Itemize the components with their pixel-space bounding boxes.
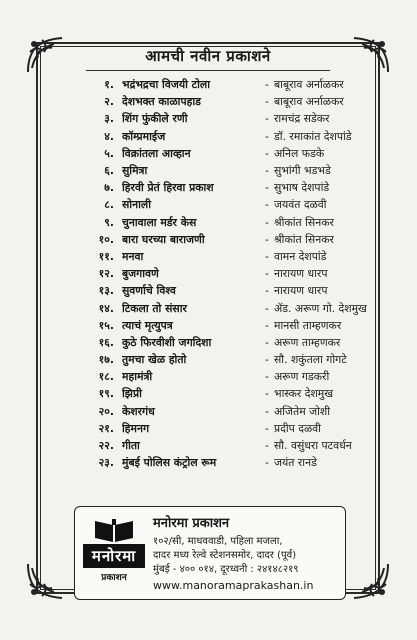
book-row — [70, 179, 370, 196]
book-title: हिमनग — [122, 421, 150, 435]
corner-ornament-icon — [22, 558, 68, 604]
separator-dash: - — [265, 95, 269, 109]
book-number: ९. — [104, 215, 114, 229]
book-row — [70, 282, 370, 299]
book-author: नारायण धारप — [274, 267, 328, 281]
book-row — [70, 110, 370, 127]
book-number: १. — [104, 78, 114, 92]
publisher-address-line: मुंबई - ४०० ०१४, दूरध्वनी : २४१४८२१९ — [153, 564, 299, 575]
page-frame — [22, 32, 394, 604]
book-title: महामंत्री — [122, 370, 153, 384]
book-row — [70, 145, 370, 162]
separator-dash: - — [265, 335, 269, 349]
book-author: ॲड. अरूण गो. देशमुख — [274, 301, 367, 315]
book-row — [70, 76, 370, 93]
book-author: अजितेम जोशी — [274, 404, 331, 418]
book-number: १०. — [98, 232, 114, 246]
book-number: १३. — [98, 284, 114, 298]
book-row — [70, 128, 370, 145]
book-author: अनिल फडके — [274, 146, 325, 160]
book-title: झिप्री — [122, 387, 142, 401]
separator-dash: - — [265, 181, 269, 195]
book-author: वामन देशपांडे — [274, 249, 327, 263]
book-number: १५. — [98, 318, 114, 332]
page-title: आमची नवीन प्रकाशने — [145, 47, 271, 65]
book-number: ४. — [104, 129, 114, 143]
book-title: केशरगंध — [122, 404, 155, 418]
book-title: देशभक्त काळापहाड — [122, 95, 201, 109]
separator-dash: - — [265, 318, 269, 332]
book-number: १९. — [98, 387, 114, 401]
book-author: अरूण गडकरी — [274, 370, 330, 384]
book-row — [70, 317, 370, 334]
book-number: ५. — [104, 146, 114, 160]
separator-dash: - — [265, 129, 269, 143]
book-number: १७. — [98, 353, 114, 367]
separator-dash: - — [265, 301, 269, 315]
separator-dash: - — [265, 78, 269, 92]
book-row — [70, 351, 370, 368]
book-author: सुभांगी भडभडे — [274, 164, 331, 178]
book-number: ३. — [104, 112, 114, 126]
book-title: सोनाली — [122, 198, 152, 212]
publisher-address-line: दादर मध्य रेल्वे स्टेशनसमोर, दादर (पूर्व) — [153, 550, 297, 561]
publisher-website-link[interactable]: www.manoramaprakashan.in — [153, 579, 314, 592]
book-list — [70, 76, 370, 471]
separator-dash: - — [265, 146, 269, 160]
book-title: शिंग फुंकीले रणी — [122, 112, 188, 126]
book-number: १६. — [98, 335, 114, 349]
separator-dash: - — [265, 232, 269, 246]
book-title: सुमित्रा — [122, 164, 148, 178]
book-number: २१. — [98, 421, 114, 435]
corner-ornament-icon — [348, 558, 394, 604]
separator-dash: - — [265, 267, 269, 281]
book-author: बाबूराव अर्नाळकर — [274, 95, 344, 109]
book-title: त्याचं मृत्युपत्र — [122, 318, 173, 332]
separator-dash: - — [265, 370, 269, 384]
separator-dash: - — [265, 198, 269, 212]
publisher-logo — [83, 517, 145, 587]
book-row — [70, 368, 370, 385]
book-title: बारा घरच्या बाराजणी — [122, 232, 205, 246]
book-title: हिरवी प्रेतं हिरवा प्रकाश — [122, 181, 214, 195]
publisher-address-line: १०२/सी, माधववाडी, पहिला मजला, — [153, 536, 283, 547]
book-author: मानसी ताम्हणकर — [274, 318, 342, 332]
book-title: गीता — [122, 439, 140, 453]
book-row — [70, 93, 370, 110]
book-row — [70, 265, 370, 282]
book-author: अरूण ताम्हणकर — [274, 335, 341, 349]
publisher-name: मनोरमा प्रकाशन — [153, 516, 230, 531]
book-number: ११. — [98, 249, 114, 263]
book-row — [70, 299, 370, 316]
book-author: प्रदीप दळवी — [274, 421, 321, 435]
logo-subtext: प्रकाशन — [101, 573, 127, 583]
book-row — [70, 437, 370, 454]
separator-dash: - — [265, 404, 269, 418]
book-author: भास्कर देशमुख — [274, 387, 334, 401]
book-number: ८. — [104, 198, 114, 212]
book-title: टिकला तो संसार — [122, 301, 187, 315]
book-row — [70, 420, 370, 437]
book-row — [70, 385, 370, 402]
publisher-box — [74, 506, 346, 600]
book-author: श्रीकांत सिनकर — [274, 232, 334, 246]
book-author: डॉ. रमाकांत देशपांडे — [274, 129, 352, 143]
separator-dash: - — [265, 456, 269, 470]
book-author: सौ. वसुंधरा पटवर्धन — [274, 439, 352, 453]
book-title: कुठे फिरवीशी जगदिशा — [122, 335, 212, 349]
book-number: १४. — [98, 301, 114, 315]
separator-dash: - — [265, 421, 269, 435]
book-title: मुंबई पोलिस कंट्रोल रूम — [122, 456, 217, 470]
book-title: बुजगावणे — [122, 267, 159, 281]
book-number: २. — [104, 95, 114, 109]
book-author: सुभाष देशपांडे — [274, 181, 330, 195]
separator-dash: - — [265, 284, 269, 298]
book-row — [70, 231, 370, 248]
book-title: सुवर्णाचे विश्व — [122, 284, 176, 298]
separator-dash: - — [265, 164, 269, 178]
book-title: तुमचा खेळ होतो — [122, 353, 187, 367]
separator-dash: - — [265, 112, 269, 126]
separator-dash: - — [265, 215, 269, 229]
book-number: १८. — [98, 370, 114, 384]
separator-dash: - — [265, 439, 269, 453]
book-title: चुनावाला मर्डर केस — [122, 215, 197, 229]
book-row — [70, 196, 370, 213]
book-number: ६. — [104, 164, 114, 178]
book-number: २३. — [98, 456, 114, 470]
book-row — [70, 248, 370, 265]
open-book-icon — [93, 517, 135, 543]
logo-text: मनोरमा — [83, 544, 145, 568]
separator-dash: - — [265, 249, 269, 263]
separator-dash: - — [265, 353, 269, 367]
book-number: १२. — [98, 267, 114, 281]
book-number: ७. — [104, 181, 114, 195]
separator-dash: - — [265, 387, 269, 401]
book-row — [70, 162, 370, 179]
book-number: २२. — [98, 439, 114, 453]
book-author: जयंत रानडे — [274, 456, 317, 470]
book-author: रामचंद्र सडेकर — [274, 112, 330, 126]
book-author: नारायण धारप — [274, 284, 328, 298]
book-author: बाबूराव अर्नाळकर — [274, 78, 344, 92]
book-title: मनवा — [122, 249, 144, 263]
book-number: २०. — [98, 404, 114, 418]
book-row — [70, 403, 370, 420]
book-row — [70, 454, 370, 471]
book-row — [70, 334, 370, 351]
book-title: कॉम्प्रमाईज — [122, 129, 166, 143]
book-row — [70, 214, 370, 231]
book-title: भद्रंभद्रचा विजयी टोला — [122, 78, 211, 92]
book-author: जयवंत दळवी — [274, 198, 327, 212]
book-title: विक्रांतला आव्हान — [122, 146, 191, 160]
title-divider — [86, 70, 330, 71]
book-author: सौ. शकुंतला गोगटे — [274, 353, 347, 367]
book-author: श्रीकांत सिनकर — [274, 215, 334, 229]
